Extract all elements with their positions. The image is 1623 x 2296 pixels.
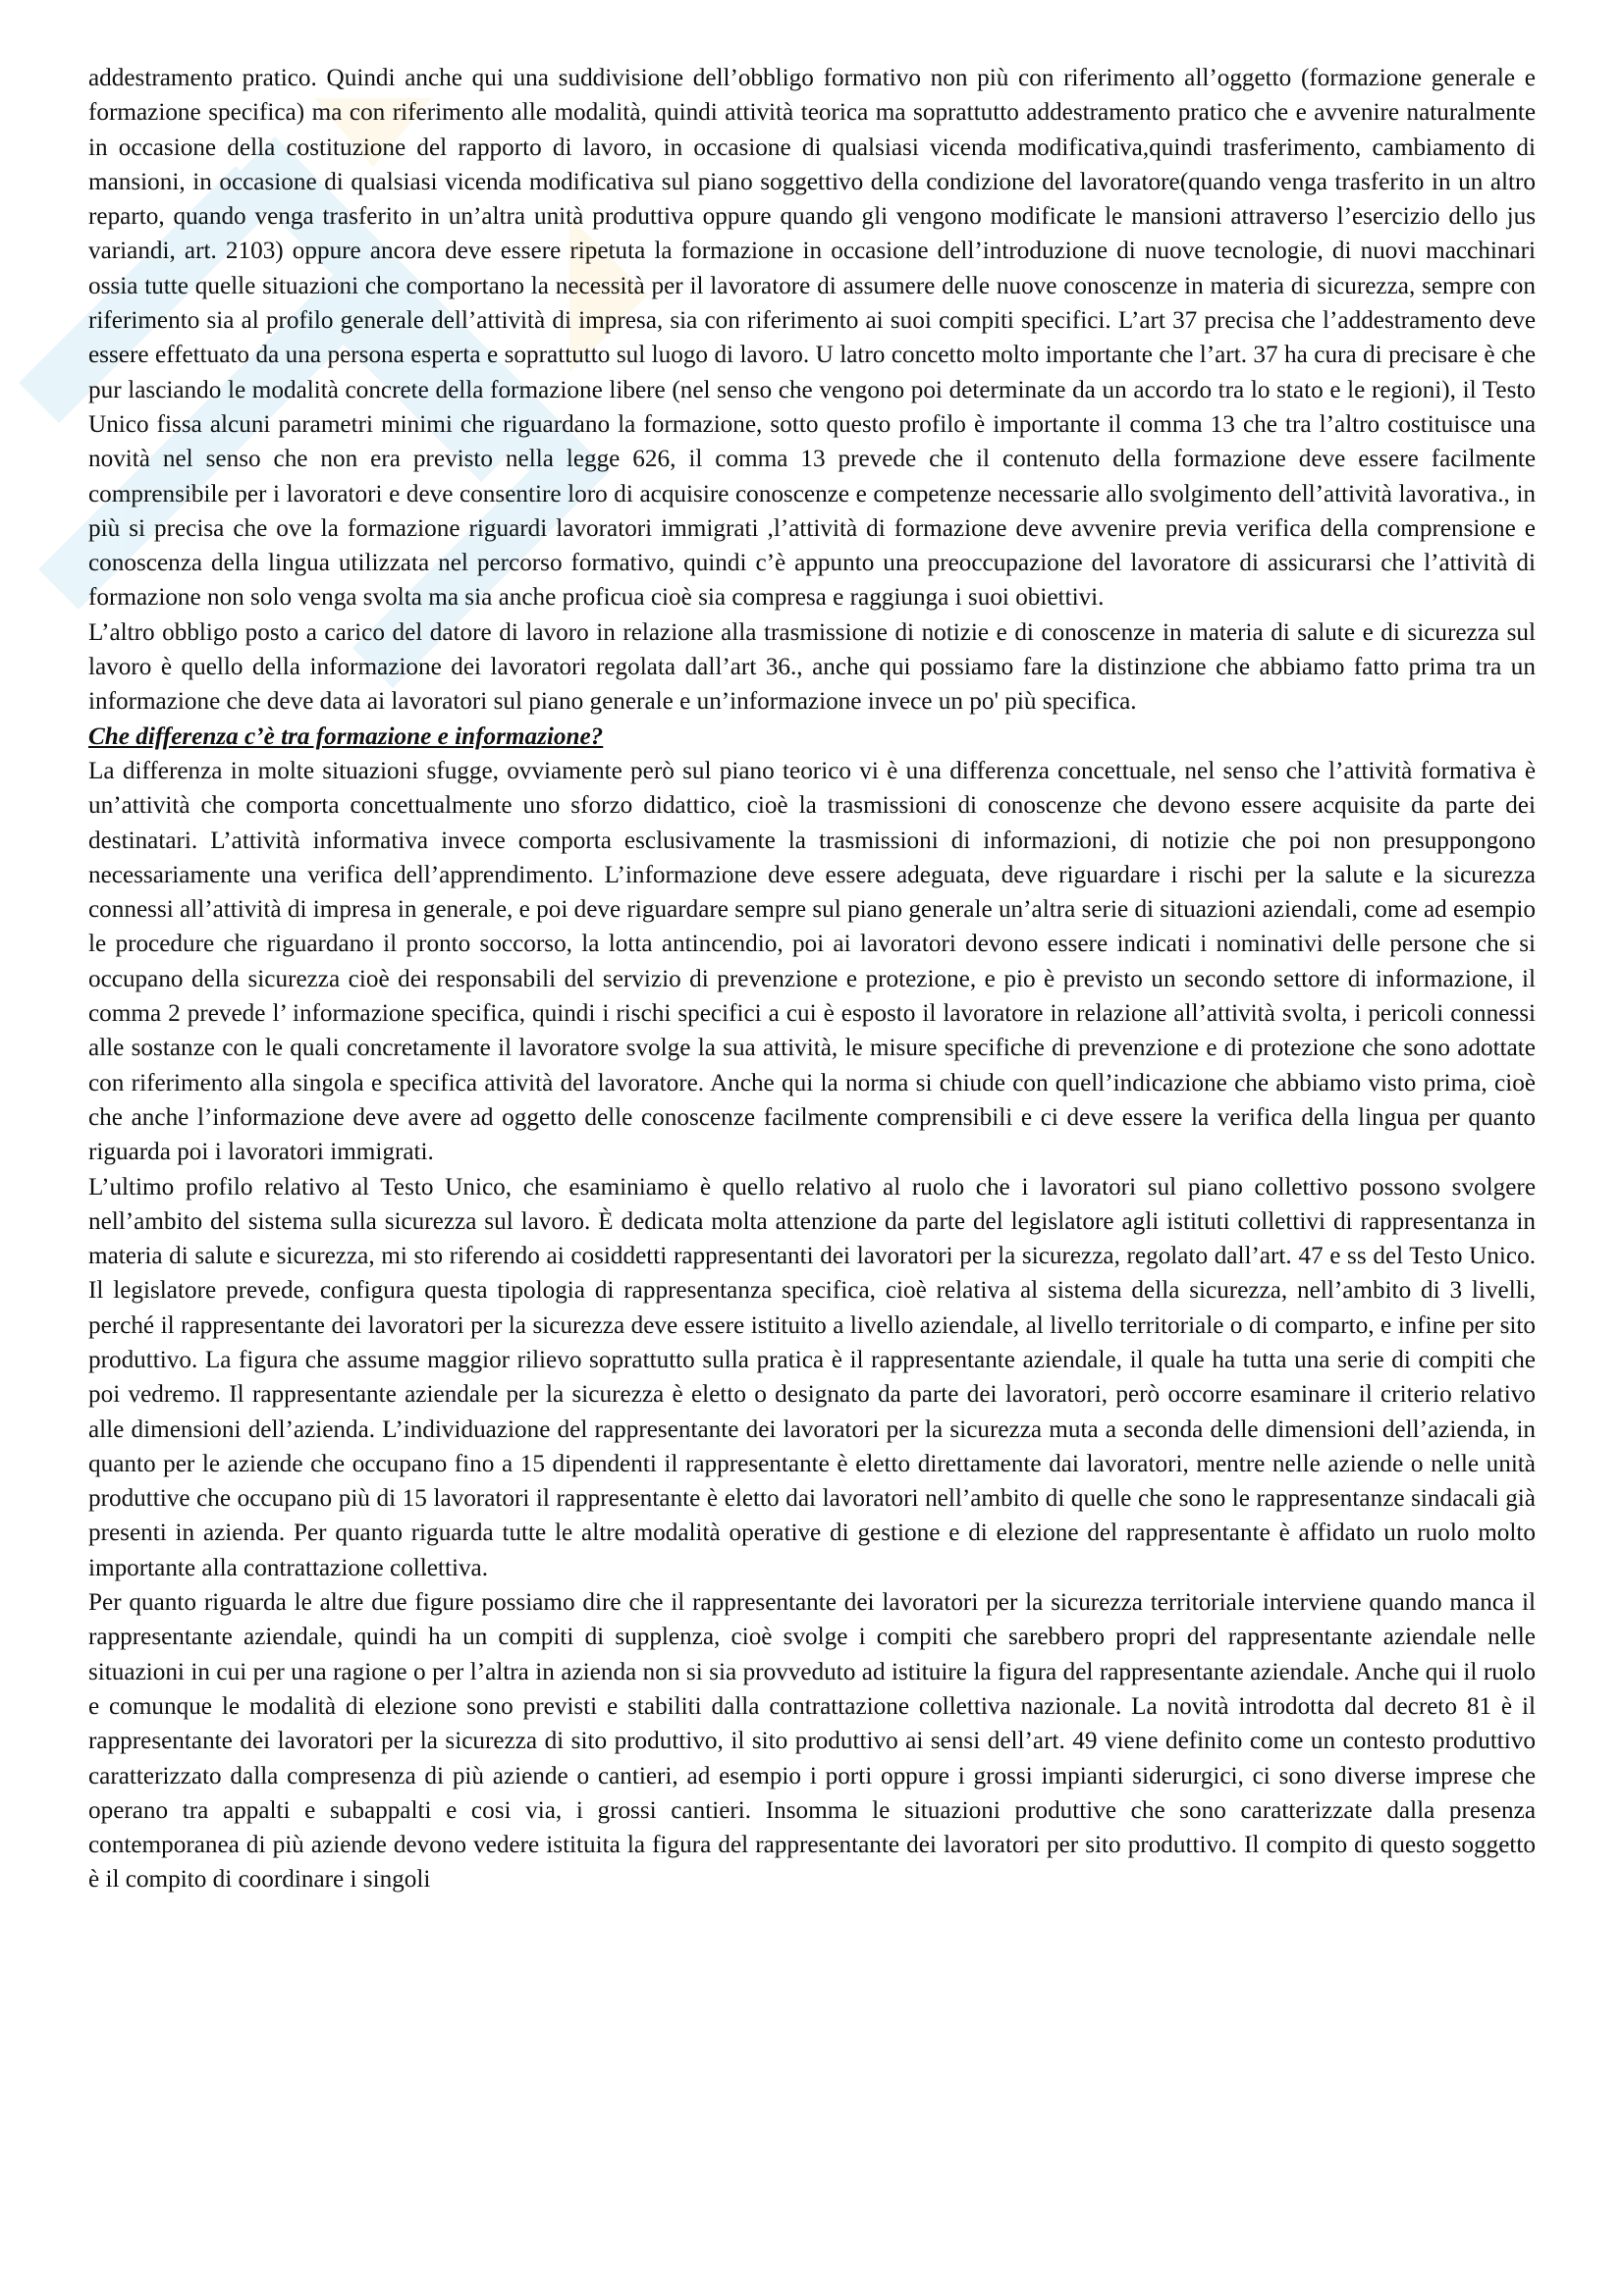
paragraph-obbligo-informazione: L’altro obbligo posto a carico del datore di lavoro in relazione alla trasmissione di notizie e di conoscenze in materia di salute e di sicurezza sul lavoro è quello della informazione dei lavoratori regolata dall’art 36., anche qui possiamo fare la distinzione che abbiamo fatto prima tra un informazione che deve data ai lavoratori sul piano generale e un’informazione invece un po' più specifica. (88, 618, 1536, 716)
document-body (88, 61, 1536, 1897)
paragraph-rappresentante-territoriale-sito: Per quanto riguarda le altre due figure possiamo dire che il rappresentante dei lavoratori per la sicurezza territoriale interviene quando manca il rappresentante aziendale, quindi ha un compiti di supplenza, cioè svolge i compiti che sarebbero propri del rappresentante aziendale nelle situazioni in cui per una ragione o per l’altra in azienda non si sia provveduto ad istituire la figura del rappresentante aziendale. Anche qui il ruolo e comunque le modalità di elezione sono previsti e stabiliti dalla contrattazione collettiva nazionale. La novità introdotta dal decreto 81 è il rappresentante dei lavoratori per la sicurezza di sito produttivo, il sito produttivo ai sensi dell’art. 49 viene definito come un contesto produttivo caratterizzato dalla compresenza di più aziende o cantieri, ad esempio i porti oppure i grossi impianti siderurgici, ci sono diverse imprese che operano tra appalti e subappalti e cosi via, i grossi cantieri. Insomma le situazioni produttive che sono caratterizzate dalla presenza contemporanea di più aziende devono vedere istituita la figura del rappresentante dei lavoratori per sito produttivo. Il compito di questo soggetto è il compito di coordinare i singoli (88, 1589, 1536, 1894)
paragraph-rappresentanti-sicurezza: L’ultimo profilo relativo al Testo Unico, che esaminiamo è quello relativo al ruolo che i lavoratori sul piano collettivo possono svolgere nell’ambito del sistema sulla sicurezza sul lavoro. È dedicata molta attenzione da parte del legislatore agli istituti collettivi di rappresentanza in materia di salute e sicurezza, mi sto riferendo ai cosiddetti rappresentanti dei lavoratori per la sicurezza, regolato dall’art. 47 e ss del Testo Unico. Il legislatore prevede, configura questa tipologia di rappresentanza specifica, cioè relativa al sistema della sicurezza, nell’ambito di 3 livelli, perché il rappresentante dei lavoratori per la sicurezza deve essere istituito a livello aziendale, al livello territoriale o di comparto, e infine per sito produttivo. La figura che assume maggior rilievo soprattutto sulla pratica è il rappresentante aziendale, il quale ha tutta una serie di compiti che poi vedremo. Il rappresentante aziendale per la sicurezza è eletto o designato da parte dei lavoratori, però occorre esaminare il criterio relativo alle dimensioni dell’azienda. L’individuazione del rappresentante dei lavoratori per la sicurezza muta a seconda delle dimensioni dell’azienda, in quanto per le aziende che occupano fino a 15 dipendenti il rappresentante è eletto direttamente dai lavoratori, mentre nelle aziende o nelle unità produttive che occupano più di 15 lavoratori il rappresentante è eletto dai lavoratori nell’ambito di quelle che sono le rappresentanze sindacali già presenti in azienda. Per quanto riguarda tutte le altre modalità operative di gestione e di elezione del rappresentante è affidato un ruolo molto importante alla contrattazione collettiva. (88, 1173, 1536, 1581)
paragraph-formazione-addestramento: addestramento pratico. Quindi anche qui una suddivisione dell’obbligo formativo non più con riferimento all’oggetto (formazione generale e formazione specifica) ma con riferimento alle modalità, quindi attività teorica ma soprattutto addestramento pratico che e avvenire naturalmente in occasione della costituzione del rapporto di lavoro, in occasione di qualsiasi vicenda modificativa,quindi trasferimento, cambiamento di mansioni, in occasione di qualsiasi vicenda modificativa sul piano soggettivo della condizione del lavoratore(quando venga trasferito in un altro reparto, quando venga trasferito in un’altra unità produttiva oppure quando gli vengono modificate le mansioni attraverso l’esercizio dello jus variandi, art. 2103) oppure ancora deve essere ripetuta la formazione in occasione dell’introduzione di nuove tecnologie, di nuovi macchinari ossia tutte quelle situazioni che comportano la necessità per il lavoratore di assumere delle nuove conoscenze in materia di sicurezza, sempre con riferimento sia al profilo generale dell’attività di impresa, sia con riferimento ai suoi compiti specifici. L’art 37 precisa che l’addestramento deve essere effettuato da una persona esperta e soprattutto sul luogo di lavoro. U latro concetto molto importante che l’art. 37 ha cura di precisare è che pur lasciando le modalità concrete della formazione libere (nel senso che vengono poi determinate da un accordo tra lo stato e le regioni), il Testo Unico fissa alcuni parametri minimi che riguardano la formazione, sotto questo profilo è importante il comma 13 che tra l’altro costituisce una novità nel senso che non era previsto nella legge 626, il comma 13 prevede che il contenuto della formazione deve essere facilmente comprensibile per i lavoratori e deve consentire loro di acquisire conoscenze e competenze necessarie allo svolgimento dell’attività lavorativa., in più si precisa che ove la formazione riguardi lavoratori immigrati ,l’attività di formazione deve avvenire previa verifica della comprensione e conoscenza della lingua utilizzata nel percorso formativo, quindi c’è appunto una preoccupazione del lavoratore di assicurarsi che l’attività di formazione non solo venga svolta ma sia anche proficua cioè sia compresa e raggiunga i suoi obiettivi. (88, 65, 1536, 612)
section-heading: Che differenza c’è tra formazione e informazione? (88, 722, 604, 750)
paragraph-differenza-formazione-informazione: La differenza in molte situazioni sfugge, ovviamente però sul piano teorico vi è una differenza concettuale, nel senso che l’attività formativa è un’attività che comporta concettualmente uno sforzo didattico, cioè la trasmissioni di conoscenze che devono essere acquisite da parte dei destinatari. L’attività informativa invece comporta esclusivamente la trasmissioni di informazioni, di notizie che poi non presuppongono necessariamente una verifica dell’apprendimento. L’informazione deve essere adeguata, deve riguardare i rischi per la salute e la sicurezza connessi all’attività di impresa in generale, e poi deve riguardare sempre sul piano generale un’altra serie di situazioni aziendali, come ad esempio le procedure che riguardano il pronto soccorso, la lotta antincendio, poi ai lavoratori devono essere indicati i nominativi delle persone che si occupano della sicurezza cioè dei responsabili del servizio di prevenzione e protezione, e pio è previsto un secondo settore di informazione, il comma 2 prevede l’ informazione specifica, quindi i rischi specifici a cui è esposto il lavoratore in relazione all’attività svolta, i pericoli connessi alle sostanze con le quali concretamente il lavoratore svolge la sua attività, le misure specifiche di prevenzione e di protezione che sono adottate con riferimento alla singola e specifica attività del lavoratore. Anche qui la norma si chiude con quell’indicazione che abbiamo visto prima, cioè che anche l’informazione deve avere ad oggetto delle conoscenze facilmente comprensibili e ci deve essere la verifica della lingua per quanto riguarda poi i lavoratori immigrati. (88, 757, 1536, 1166)
